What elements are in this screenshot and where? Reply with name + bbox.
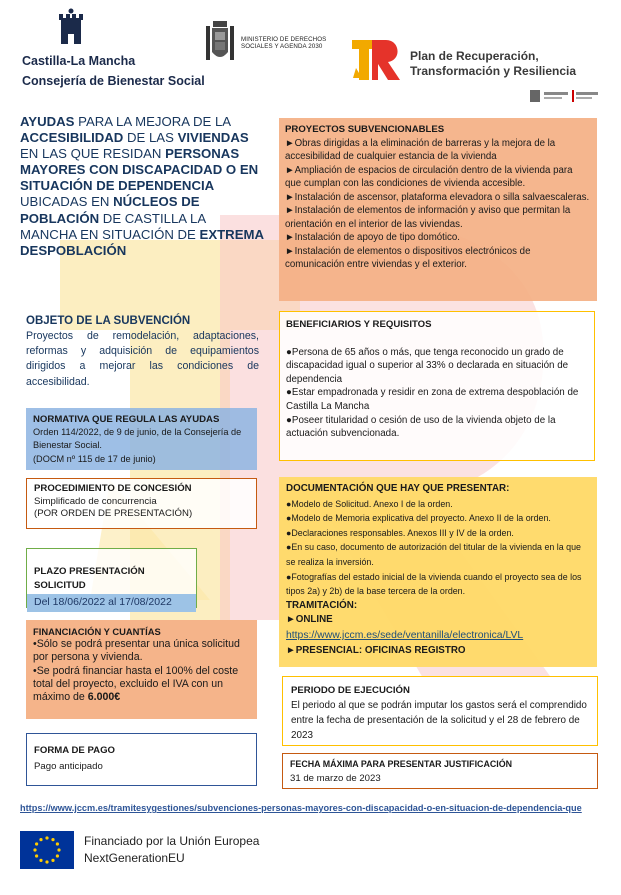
title-part: EXTREMA DESPOBLACIÓN <box>20 226 264 258</box>
eu-funding-text <box>84 833 259 867</box>
title-part: UBICADAS EN <box>20 194 114 210</box>
beneficiarios-box <box>279 311 595 461</box>
coat-of-arms-icon <box>203 18 237 66</box>
prtr-title <box>410 49 576 79</box>
procedimiento-heading: PROCEDIMIENTO DE CONCESIÓN <box>34 483 192 494</box>
prtr-line-2: Transformación y Resiliencia <box>410 64 577 78</box>
title-part: DE LAS <box>123 130 178 146</box>
title-part: EN LAS QUE RESIDAN <box>20 146 166 162</box>
ministry-logo <box>203 18 333 70</box>
beneficiarios-list <box>286 346 588 441</box>
fecha-maxima-text: 31 de marzo de 2023 <box>290 772 381 784</box>
proyecto-item: ►Instalación de elementos o dispositivos electrónicos de comunicación entre viviendas y el exterior. <box>285 245 531 270</box>
title-part: NÚCLEOS DE POBLACIÓN <box>20 194 200 226</box>
eu-line-1: Financiado por la Unión Europea <box>84 834 260 848</box>
documento-item: ●Modelo de Solicitud. Anexo I de la orden. <box>286 498 453 509</box>
beneficiario-item: ●Estar empadronada y residir en zona de extrema despoblación de Castilla La Mancha <box>286 387 579 412</box>
forma-pago-text: Pago anticipado <box>34 760 103 772</box>
title-part: PARA LA MEJORA DE LA <box>74 114 231 129</box>
beneficiario-item: ●Persona de 65 años o más, que tenga reconocido un grado de discapacidad igual o superior al 33% o declarada en situación de dependencia <box>286 346 569 385</box>
ministry-text: MINISTERIO DE DERECHOS SOCIALES Y AGENDA 2030 <box>241 36 327 50</box>
documento-item: ●Declaraciones responsables. Anexos III y IV de la orden. <box>286 527 514 538</box>
financiacion-heading: FINANCIACIÓN Y CUANTÍAS <box>33 626 161 637</box>
title-part: AYUDAS <box>20 114 75 129</box>
forma-pago-box <box>26 733 257 786</box>
procedimiento-box <box>26 478 257 529</box>
financiacion-amount: 6.000€ <box>87 691 121 704</box>
procedimiento-line-2: (POR ORDEN DE PRESENTACIÓN) <box>34 508 193 519</box>
tramite-link[interactable]: https://www.jccm.es/tramitesygestiones/subvenciones-personas-mayores-con-discapacidad-o-en-situacion-de-dependencia-que <box>20 803 582 813</box>
proyectos-box <box>279 118 597 301</box>
clm-name: Castilla-La Mancha <box>22 54 136 68</box>
title-part: VIVIENDAS <box>177 130 249 146</box>
tramitacion-heading: TRAMITACIÓN: <box>286 599 358 611</box>
financiacion-item-text: •Se podrá financiar hasta el 100% del coste total del proyecto, excluido el IVA con un máximo de <box>33 664 239 704</box>
plazo-heading: PLAZO PRESENTACIÓN SOLICITUD <box>34 566 145 591</box>
normativa-line-2: (DOCM nº 115 de 17 de junio) <box>33 453 156 464</box>
fecha-maxima-heading: FECHA MÁXIMA PARA PRESENTAR JUSTIFICACIÓN <box>290 759 513 769</box>
page-title <box>20 114 265 259</box>
beneficiarios-heading: BENEFICIARIOS Y REQUISITOS <box>286 319 432 330</box>
financiacion-item <box>33 665 250 705</box>
normativa-line-1: Orden 114/2022, de 9 de junio, de la Consejería de Bienestar Social. <box>33 427 242 451</box>
documentacion-heading: DOCUMENTACIÓN QUE HAY QUE PRESENTAR: <box>286 483 510 494</box>
prtr-line-1: Plan de Recuperación, <box>410 49 539 63</box>
objeto-heading: OBJETO DE LA SUBVENCIÓN <box>26 315 191 327</box>
normativa-box <box>26 408 257 470</box>
eu-flag-icon <box>20 831 74 869</box>
proyecto-item: ►Obras dirigidas a la eliminación de barreras y la mejora de la accesibilidad de cualquier estancia de la vivienda <box>285 137 556 162</box>
prtr-logo <box>350 36 610 96</box>
clm-department: Consejería de Bienestar Social <box>22 74 205 88</box>
financiacion-box <box>26 620 257 719</box>
proyecto-item: ►Instalación de ascensor, plataforma elevadora o silla salvaescaleras. <box>285 191 590 203</box>
financiacion-item: •Sólo se podrá presentar una única solicitud por persona y vivienda. <box>33 638 240 664</box>
plazo-box <box>26 548 197 608</box>
eu-line-2: NextGenerationEU <box>84 851 185 865</box>
castle-icon <box>58 8 84 48</box>
tramitacion-presencial: ►PRESENCIAL: OFICINAS REGISTRO <box>286 644 466 656</box>
title-part: DE CASTILLA LA MANCHA EN SITUACIÓN DE <box>20 210 206 242</box>
beneficiario-item: ●Poseer titularidad o cesión de uso de la vivienda objeto de la actuación subvencionada. <box>286 414 556 440</box>
documento-item: ●En su caso, documento de autorización del titular de la vivienda en la que se realiza la inversión. <box>286 542 581 567</box>
procedimiento-line-1: Simplificado de concurrencia <box>34 495 157 507</box>
normativa-heading: NORMATIVA QUE REGULA LAS AYUDAS <box>33 414 220 425</box>
eu-funding-logo <box>20 829 270 873</box>
plazo-dates: Del 18/06/2022 al 17/08/2022 <box>27 594 196 612</box>
fecha-maxima-box <box>282 753 598 789</box>
proyectos-heading: PROYECTOS SUBVENCIONABLES <box>285 124 445 135</box>
proyecto-item: ►Instalación de apoyo de tipo domótico. <box>285 232 460 243</box>
documento-item: ●Fotografías del estado inicial de la vivienda cuando el proyecto sea de los tipos 2a) y 2b) de la base tercera de la orden. <box>286 571 582 597</box>
forma-pago-heading: FORMA DE PAGO <box>34 745 116 756</box>
tramitacion-online: ►ONLINE <box>286 614 333 626</box>
sede-electronica-link[interactable]: https://www.jccm.es/sede/ventanilla/electronica/LVL <box>286 629 524 641</box>
tr-logo-icon <box>350 38 404 82</box>
periodo-text: El periodo al que se podrán imputar los gastos será el comprendido entre la fecha de presentación de la solicitud y el 28 de febrero de 2023 <box>291 700 587 741</box>
proyecto-item: ►Ampliación de espacios de circulación dentro de la vivienda para que cumplan con las condiciones de vivienda accesible. <box>285 164 573 189</box>
proyecto-item: ►Instalación de elementos de información y aviso que permitan la orientación en el interior de las viviendas. <box>285 205 571 230</box>
objeto-text: Proyectos de remodelación, adaptaciones, reformas y adquisición de equipamientos dirigidos a mejorar las condiciones de accesibilidad. <box>26 330 259 388</box>
periodo-heading: PERIODO DE EJECUCIÓN <box>291 685 410 696</box>
documento-item: ●Modelo de Memoria explicativa del proyecto. Anexo II de la orden. <box>286 513 551 524</box>
periodo-box <box>282 676 598 746</box>
clm-logo <box>22 8 212 88</box>
documentacion-box <box>279 477 597 667</box>
title-part: ACCESIBILIDAD <box>20 130 124 146</box>
gobierno-espana-logo-icon <box>530 89 600 103</box>
title-part: PERSONAS MAYORES CON DISCAPACIDAD O EN SITUACIÓN DE DEPENDENCIA <box>20 146 259 194</box>
